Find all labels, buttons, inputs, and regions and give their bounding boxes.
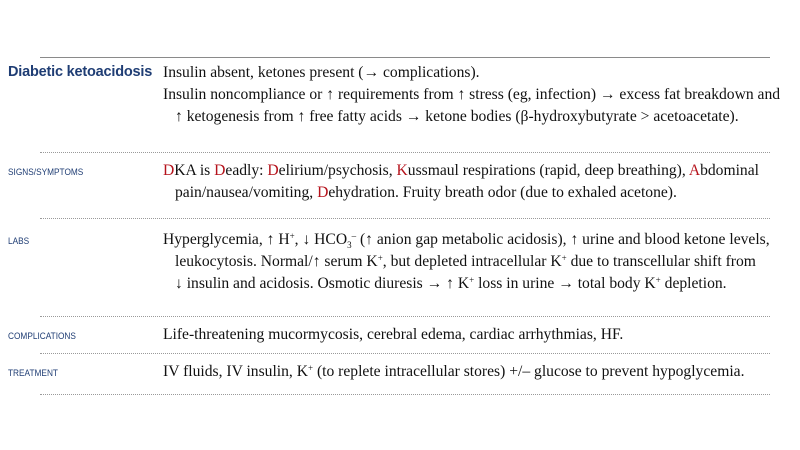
labs-text-fragment: loss in urine → total body K <box>474 275 656 292</box>
overview-line-2: Insulin noncompliance or ↑ requirements from ↑ stress (eg, infection) → excess fat breakdown and <box>163 86 781 103</box>
top-rule <box>40 57 770 58</box>
superscript: + <box>377 253 383 263</box>
signs-line-1 <box>163 160 759 182</box>
labs-label: LABS <box>8 236 30 246</box>
signs-text <box>163 160 759 204</box>
mnemonic-letter: K <box>396 162 408 179</box>
signs-text-fragment: KA is <box>174 162 215 179</box>
labs-text-fragment: , ↓ HCO <box>294 231 348 248</box>
labs-line-1 <box>163 229 770 251</box>
section-title: Diabetic ketoacidosis <box>8 64 153 80</box>
divider <box>40 152 770 153</box>
complications-line: Life-threatening mucormycosis, cerebral edema, cardiac arrhythmias, HF. <box>163 326 624 343</box>
overview-line-1: Insulin absent, ketones present (→ complications). <box>163 64 480 81</box>
treatment-line <box>163 361 745 383</box>
signs-text-fragment: elirium/psychosis, <box>278 162 397 179</box>
treatment-text-fragment: (to replete intracellular stores) +/– glucose to prevent hypoglycemia. <box>313 363 745 380</box>
labs-text <box>163 229 770 295</box>
signs-line-2 <box>163 182 738 204</box>
mnemonic-letter: D <box>163 162 175 179</box>
mnemonic-letter: A <box>688 162 701 179</box>
divider <box>40 218 770 219</box>
signs-text-fragment: ehydration. Fruity breath odor (due to exhaled acetone). <box>328 184 677 201</box>
signs-text-fragment: eadly: <box>225 162 268 179</box>
signs-text-fragment: bdominal <box>700 162 759 179</box>
mnemonic-letter: D <box>214 162 226 179</box>
treatment-text-fragment: IV fluids, IV insulin, K <box>163 363 308 380</box>
superscript: + <box>289 231 295 241</box>
treatment-text <box>163 361 745 383</box>
superscript: + <box>655 275 661 285</box>
mnemonic-letter: D <box>267 162 279 179</box>
superscript: + <box>307 363 314 373</box>
divider <box>40 353 770 354</box>
subscript: 3 <box>347 240 352 251</box>
labs-line-3 <box>163 273 738 295</box>
complications-label: COMPLICATIONS <box>8 331 76 341</box>
signs-text-fragment: pain/nausea/vomiting, <box>175 184 318 201</box>
divider <box>40 316 770 317</box>
signs-text-fragment: ussmaul respirations (rapid, deep breathing), <box>407 162 689 179</box>
superscript: + <box>561 253 567 263</box>
treatment-label: TREATMENT <box>8 368 58 378</box>
labs-text-fragment: , but depleted intracellular K <box>382 253 562 270</box>
labs-line-2 <box>163 251 756 273</box>
labs-text-fragment: due to transcellular shift from <box>566 253 756 270</box>
complications-text <box>163 324 738 346</box>
superscript: – <box>351 231 357 241</box>
signs-label: SIGNS/SYMPTOMS <box>8 167 84 177</box>
labs-text-fragment: (↑ anion gap metabolic acidosis), ↑ urine and blood ketone levels, <box>356 231 770 248</box>
bottom-rule <box>40 394 770 395</box>
overview-line-3: ↑ ketogenesis from ↑ free fatty acids → ketone bodies (β-hydroxybutyrate > acetoacetate). <box>175 108 739 125</box>
labs-text-fragment: leukocytosis. Normal/↑ serum K <box>175 253 378 270</box>
mnemonic-letter: D <box>317 184 329 201</box>
labs-text-fragment: depletion. <box>660 275 727 292</box>
labs-text-fragment: ↓ insulin and acidosis. Osmotic diuresis → ↑ K <box>175 275 470 292</box>
labs-text-fragment: Hyperglycemia, ↑ H <box>163 231 290 248</box>
overview-text <box>163 62 781 128</box>
superscript: + <box>469 275 475 285</box>
